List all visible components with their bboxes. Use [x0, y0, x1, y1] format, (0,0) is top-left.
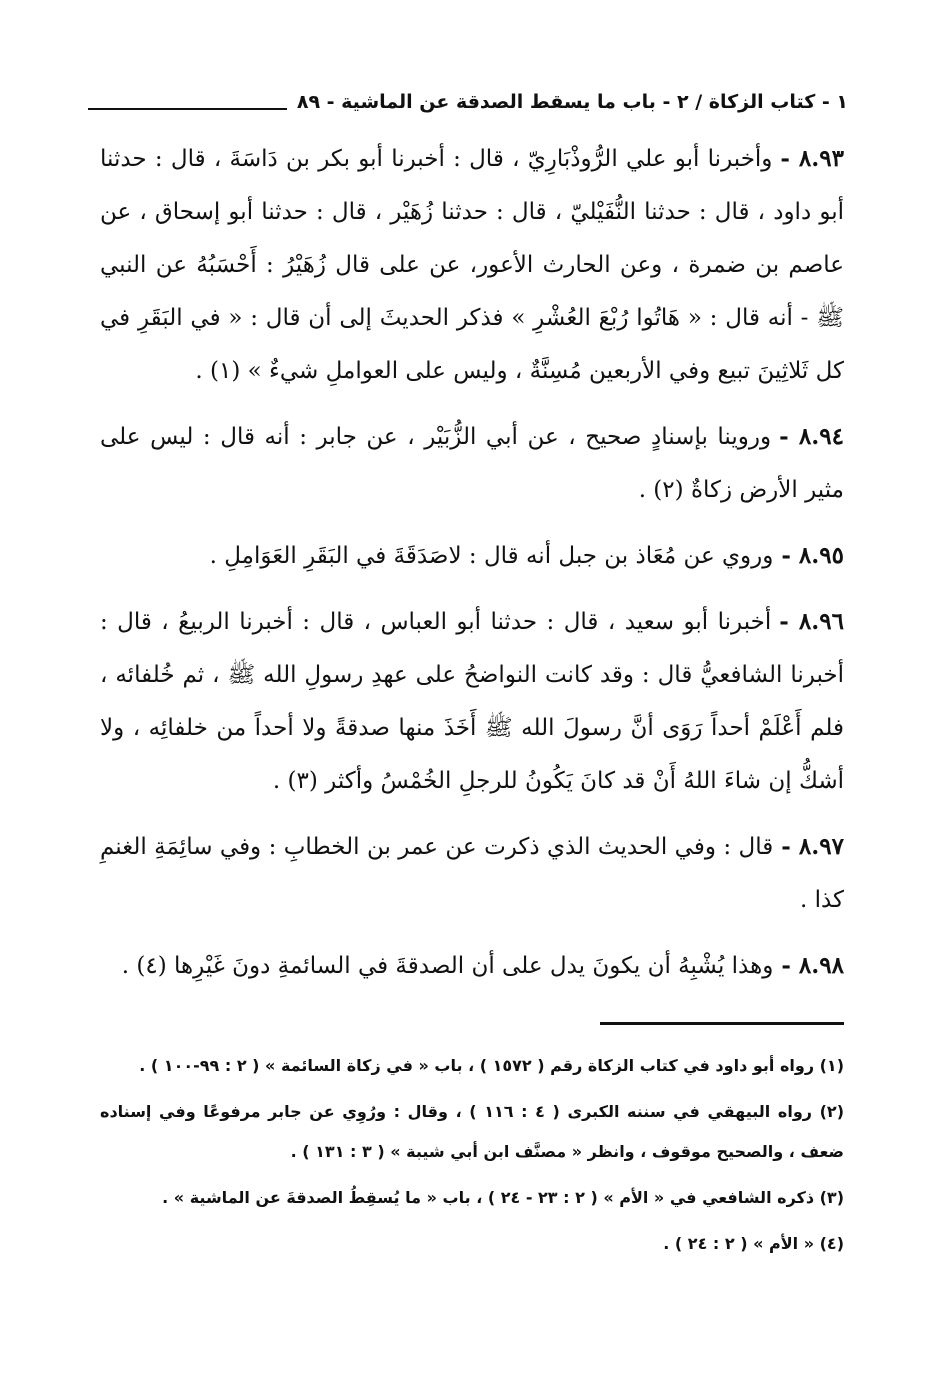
paragraph-text: وأخبرنا أبو علي الرُّوذْبَارِيّ ، قال : أخبرنا أبو بكر بن دَاسَةَ ، قال : حدثنا أبو داود ، قال : حدثنا النُّفَيْليّ ، قال : حدثنا زُهَيْر ، قال : حدثنا أبو إسحاق ، عن عاصم بن ضمرة ، وعن الحارث الأعور، عن على قال زُهَيْرُ : أَحْسَبُهُ عن النبي ﷺ - أنه قال : « هَاتُوا رُبْعَ العُشْرِ » فذكر الحديثَ إلى أن قال : « في البَقَرِ في كل ثَلاثِينَ تبيع وفي الأربعين مُسِنَّةٌ ، وليس على العواملِ شيءٌ » (١) . — [100, 146, 844, 384]
paragraph-text: وهذا يُشْبِهُ أن يكونَ يدل على أن الصدقةَ في السائمةِ دونَ غَيْرِها (٤) . — [121, 953, 774, 979]
paragraph-number: ٨.٩٧ - — [781, 833, 844, 860]
footnote-4: (٤) « الأم » ( ٢ : ٢٤ ) . — [663, 1234, 844, 1253]
header-title: ١ - كتاب الزكاة / ٢ - باب ما يسقط الصدقة عن الماشية - ٨٩ — [296, 91, 848, 113]
footnote-1: (١) رواه أبو داود في كتاب الزكاة رقم ( ١٥٧٢ ) ، باب « في زكاة السائمة » ( ٢ : ٩٩-١٠٠ ) . — [139, 1056, 844, 1075]
paragraph-number: ٨.٩٨ - — [781, 952, 844, 979]
paragraph-text: قال : وفي الحديث الذي ذكرت عن عمر بن الخطابِ : وفي سائِمَةِ الغنمِ كذا . — [100, 834, 844, 913]
header-rule — [88, 108, 287, 110]
footnote-separator — [600, 1022, 844, 1025]
paragraph-number: ٨.٩٣ - — [780, 145, 844, 172]
paragraph-895 — [100, 529, 844, 583]
footnotes — [100, 1046, 844, 1270]
paragraph-text: وروينا بإسنادٍ صحيح ، عن أبي الزُّبَيْر ، عن جابر : أنه قال : ليس على مثير الأرض زكاةٌ (٢) . — [100, 424, 844, 503]
paragraph-number: ٨.٩٤ - — [779, 423, 844, 450]
paragraph-text: أخبرنا أبو سعيد ، قال : حدثنا أبو العباس ، قال : أخبرنا الربيعُ ، قال : أخبرنا الشافعيُّ قال : وقد كانت النواضحُ على عهدِ رسولِ الله ﷺ ، ثم خُلفائه ، فلم أَعْلَمْ أحداً رَوَى أنَّ رسولَ الله ﷺ أَخَذَ منها صدقةً ولا أحداً من خلفائِه ، ولا أشكُّ إن شاءَ اللهُ أَنْ قد كانَ يَكُونُ للرجلِ الخُمْسُ وأكثر (٣) . — [100, 609, 844, 794]
paragraph-number: ٨.٩٦ - — [779, 608, 844, 635]
paragraph-896 — [100, 595, 844, 808]
paragraph-897 — [100, 820, 844, 927]
paragraph-894 — [100, 410, 844, 517]
footnote-3: (٣) ذكره الشافعي في « الأم » ( ٢ : ٢٣ - ٢٤ ) ، باب « ما يُسقِطُ الصدقةَ عن الماشية » . — [162, 1188, 844, 1207]
main-text — [100, 132, 844, 1005]
paragraph-898 — [100, 939, 844, 993]
paragraph-893 — [100, 132, 844, 398]
footnote-2: (٢) رواه البيهقي في سننه الكبرى ( ٤ : ١١٦ ) ، وقال : ورُوِي عن جابر مرفوعًا وفي إسناده ضعف ، والصحيح موقوف ، وانظر « مصنَّف ابن أبي شيبة » ( ٣ : ١٣١ ) . — [100, 1102, 844, 1161]
paragraph-number: ٨.٩٥ - — [781, 542, 844, 569]
paragraph-text: وروي عن مُعَاذ بن جبل أنه قال : لاصَدَقَةَ في البَقَرِ العَوَامِلِ . — [209, 543, 774, 569]
running-header — [88, 84, 848, 114]
